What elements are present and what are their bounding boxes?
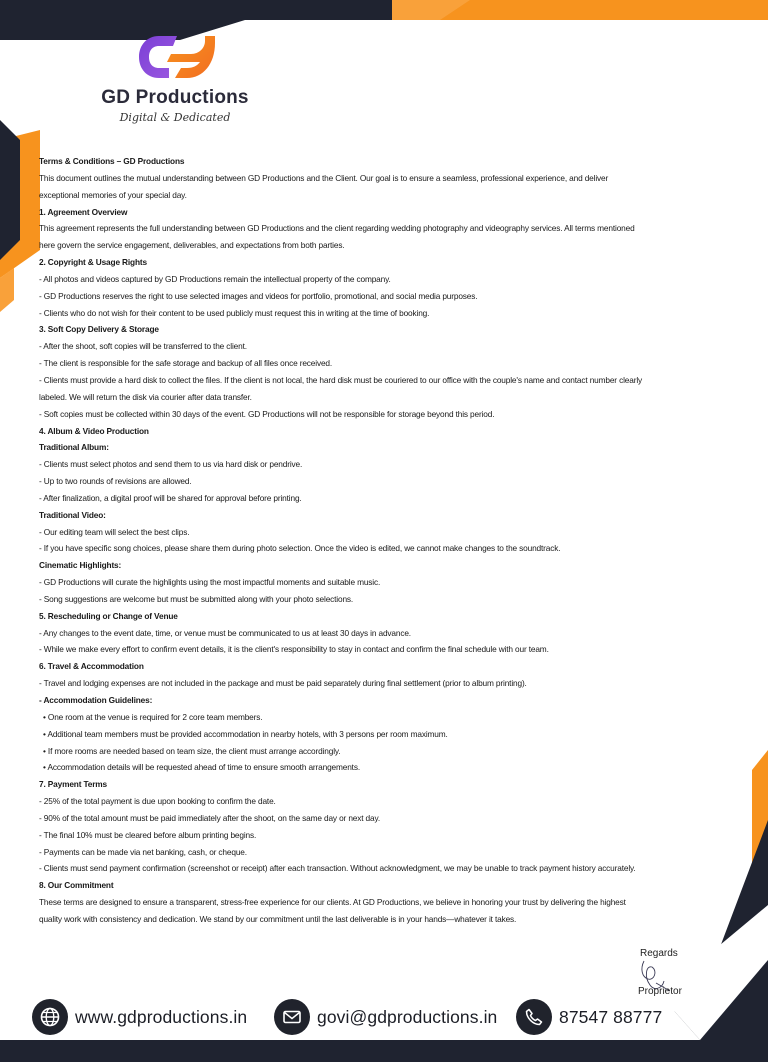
body-line: - The final 10% must be cleared before album printing begins. (39, 829, 257, 840)
body-line: - Our editing team will select the best clips. (39, 526, 190, 537)
section-heading: 2. Copyright & Usage Rights (39, 257, 147, 268)
terms-document (39, 153, 703, 928)
body-line: - Up to two rounds of revisions are allowed. (39, 476, 192, 487)
body-line: here govern the service engagement, deliverables, and expectations from both parties. (39, 240, 345, 251)
section-heading: 7. Payment Terms (39, 779, 108, 790)
email-text: govi@gdproductions.in (317, 1006, 498, 1027)
bullet-line: • Additional team members must be provided accommodation in nearby hotels, with 3 persons per room maximum. (43, 728, 448, 739)
bullet-line: • One room at the venue is required for 2 core team members. (43, 711, 263, 722)
footer-email[interactable] (274, 998, 497, 1036)
body-line: - Soft copies must be collected within 30 days of the event. GD Productions will not be responsible for storage beyond this period. (39, 408, 495, 419)
section-heading: - Accommodation Guidelines: (39, 695, 153, 705)
body-line: - GD Productions will curate the highlights using the most impactful moments and suitable music. (39, 577, 381, 588)
section-heading: Traditional Album: (39, 442, 109, 453)
body-line: exceptional memories of your special day. (39, 189, 187, 200)
left-dark-stripe (0, 120, 20, 260)
company-logo (100, 30, 250, 140)
footer-website[interactable] (32, 998, 247, 1036)
section-heading: Terms & Conditions – GD Productions (39, 156, 185, 166)
bottom-dark-band (0, 1040, 768, 1062)
body-line: - Clients must select photos and send them to us via hard disk or pendrive. (39, 459, 303, 470)
body-line: This document outlines the mutual understanding between GD Productions and the Client. Our goal is to ensure a seamless, professional experience, and deliver (39, 172, 609, 183)
footer-phone[interactable] (516, 998, 662, 1036)
body-line: - 25% of the total payment is due upon booking to confirm the date. (39, 796, 276, 807)
body-line: - Clients must send payment confirmation (screenshot or receipt) after each transaction. Without acknowledgment, we may be unable to track payment history accurately. (39, 863, 636, 874)
section-heading: Traditional Video: (39, 509, 106, 520)
body-line: - After the shoot, soft copies will be transferred to the client. (39, 341, 247, 352)
phone-text: 87547 88777 (559, 1006, 663, 1027)
body-line: - Travel and lodging expenses are not included in the package and must be paid separately during final settlement (prior to album printing). (39, 678, 527, 689)
globe-icon (32, 999, 68, 1035)
section-heading: 3. Soft Copy Delivery & Storage (39, 324, 159, 335)
section-heading: 1. Agreement Overview (39, 206, 128, 217)
brand-tagline: Digital & Dedicated (119, 111, 231, 124)
phone-icon (516, 999, 552, 1035)
gd-monogram-icon (133, 30, 217, 86)
mail-icon (274, 999, 310, 1035)
body-line: - Clients who do not wish for their content to be used publicly must request this in writing at the time of booking. (39, 307, 430, 318)
section-heading: 6. Travel & Accommodation (39, 661, 144, 672)
brand-name: GD Productions (101, 87, 249, 108)
section-heading: Cinematic Highlights: (39, 560, 122, 571)
proprietor-title: Proprietor (638, 986, 682, 997)
body-line: labeled. We will return the disk via courier after data transfer. (39, 391, 252, 402)
website-text: www.gdproductions.in (75, 1006, 248, 1027)
regards-text: Regards (640, 948, 678, 959)
bullet-line: • If more rooms are needed based on team size, the client must arrange accordingly. (43, 745, 341, 756)
body-line: - The client is responsible for the safe storage and backup of all files once received. (39, 358, 333, 369)
body-line: - While we make every effort to confirm event details, it is the client's responsibility to stay in contact and confirm the final schedule with our team. (39, 644, 549, 655)
body-line: - After finalization, a digital proof will be shared for approval before printing. (39, 492, 302, 503)
body-line: This agreement represents the full understanding between GD Productions and the client regarding wedding photography and videography services. All terms mentioned (39, 223, 635, 234)
bullet-line: • Accommodation details will be requested ahead of time to ensure smooth arrangements. (43, 762, 360, 773)
body-line: - 90% of the total amount must be paid immediately after the shoot, on the same day or next day. (39, 812, 381, 823)
body-line: These terms are designed to ensure a transparent, stress-free experience for our clients. At GD Productions, we believe in honoring your trust by delivering the highest (39, 897, 626, 908)
body-line: - Any changes to the event date, time, or venue must be communicated to us at least 30 days in advance. (39, 627, 411, 638)
body-line: - GD Productions reserves the right to use selected images and videos for portfolio, promotional, and social media purposes. (39, 290, 478, 301)
section-heading: 5. Rescheduling or Change of Venue (39, 610, 178, 621)
body-line: - Clients must provide a hard disk to collect the files. If the client is not local, the hard disk must be couriered to our office with the couple's name and contact number clearly (39, 374, 643, 385)
section-heading: 8. Our Commitment (39, 880, 114, 891)
body-line: - Payments can be made via net banking, cash, or cheque. (39, 846, 247, 857)
body-line: - Song suggestions are welcome but must be submitted along with your photo selections. (39, 593, 354, 604)
body-line: quality work with consistency and dedication. We stand by our commitment until the last deliverable is in your hands—whatever it takes. (39, 913, 517, 924)
body-line: - All photos and videos captured by GD Productions remain the intellectual property of the company. (39, 273, 391, 284)
body-line: - If you have specific song choices, please share them during photo selection. Once the video is edited, we cannot make changes to the soundtrack. (39, 543, 561, 554)
section-heading: 4. Album & Video Production (39, 425, 149, 436)
